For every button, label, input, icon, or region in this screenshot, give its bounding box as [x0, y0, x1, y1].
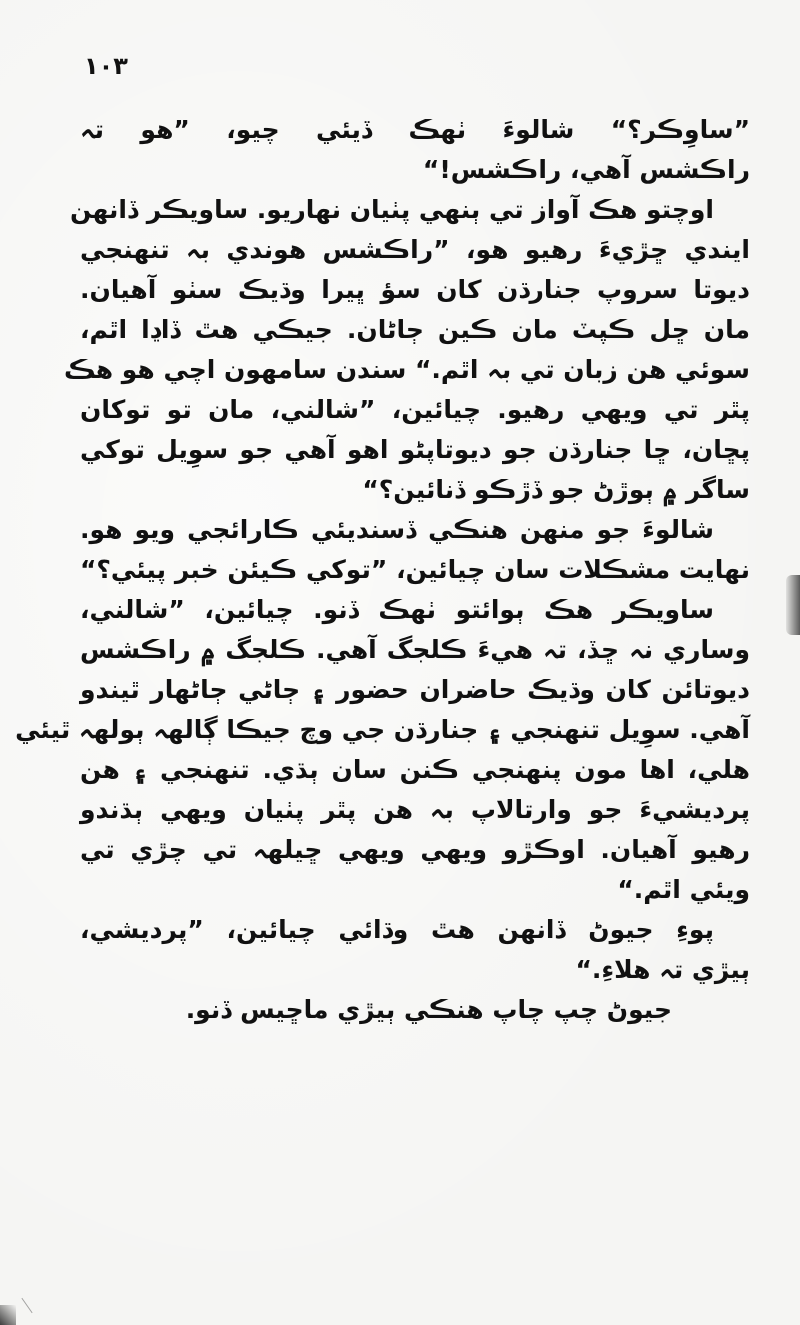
text-line: سوئي هن زبان تي بہ اٿم.“ سندن سامهون اچي هو هڪ: [63, 355, 750, 384]
text-line: ديوتا سروپ جنارڌن کان سؤ ڀيرا وڌيڪ سٺو آهيان.: [80, 275, 750, 304]
text-line: هلي، اها مون پنهنجي ڪنن سان ٻڌي. تنهنجي ۽ هن: [80, 755, 750, 784]
paragraph-start-line: پوءِ جيوڻ ڏانهن هٿ وڌائي چيائين، ”پرديشي،: [80, 915, 714, 944]
text-line: راڪشس آهي، راڪشس!“: [422, 155, 750, 184]
text-line: پڇان، ڇا جنارڌن جو ديوتاپڻو اهو آهي جو سوِيل توکي: [80, 435, 750, 464]
text-line: ساگر ۾ ٻوڙڻ جو ڏڙڪو ڏنائين؟“: [362, 475, 750, 504]
paragraph-start-line: ساويڪر هڪ ٻوائتو ٺهڪ ڏنو. چيائين، ”شالني،: [80, 595, 714, 624]
text-line: ”ساوِڪر؟“ شالوءَ ٺهڪ ڏيئي چيو، ”هو تہ: [80, 115, 750, 144]
text-line: رهيو آهيان. اوڪڙو ويهي ويهي ڇيلهہ تي چڙي تي: [80, 835, 750, 864]
paragraph-start-line: اوچتو هڪ آواز تي ٻنهي پٺيان نهاريو. ساويڪر ڏانهن: [69, 195, 714, 224]
text-line: پرديشيءَ جو وارتالاپ بہ هن پٿر پٺيان ويهي ٻڌندو: [80, 795, 750, 824]
text-line: نهايت مشڪلات سان چيائين، ”توکي ڪيئن خبر پيئي؟“: [80, 555, 750, 584]
paragraph-start-line: جيوڻ چپ چاپ هنڪي ٻيڙي ماڇيس ڏنو.: [185, 995, 672, 1024]
text-line: ويئي اٿم.“: [617, 875, 750, 904]
text-line: مان ڇل ڪپٽ مان ڪين ڄاڻان. جيڪي هٿ ڏاڍا اٿم،: [80, 315, 750, 344]
text-line: ديوتائن کان وڌيڪ حاضران حضور ۽ ڄاڻي ڄاڻهار ٿيندو: [80, 675, 750, 704]
text-line: آهي. سوِيل تنهنجي ۽ جنارڌن جي وچ جيڪا ڳالهہ ٻولهہ ٿيئي: [15, 715, 750, 744]
text-line: پٿر تي ويهي رهيو. چيائين، ”شالني، مان تو توکان: [80, 395, 750, 424]
page-number: ١٠٣: [84, 52, 128, 80]
page-edge-shadow: [786, 575, 800, 635]
text-line: ايندي ڇڙيءَ رهيو هو، ”راڪشس هوندي بہ تنهنجي: [80, 235, 750, 264]
body-text: [15, 110, 750, 1030]
scan-speck: [21, 1298, 32, 1313]
text-line: وساري نہ ڇڏ، تہ هيءَ ڪلجگ آهي. ڪلجگ ۾ راڪشس: [80, 635, 750, 664]
text-line: ٻيڙي تہ هلاءِ.“: [575, 955, 750, 984]
paragraph-start-line: شالوءَ جو منهن هنڪي ڏسنديئي ڪارائجي ويو هو.: [80, 515, 714, 544]
page-corner-shadow: [0, 1305, 16, 1325]
